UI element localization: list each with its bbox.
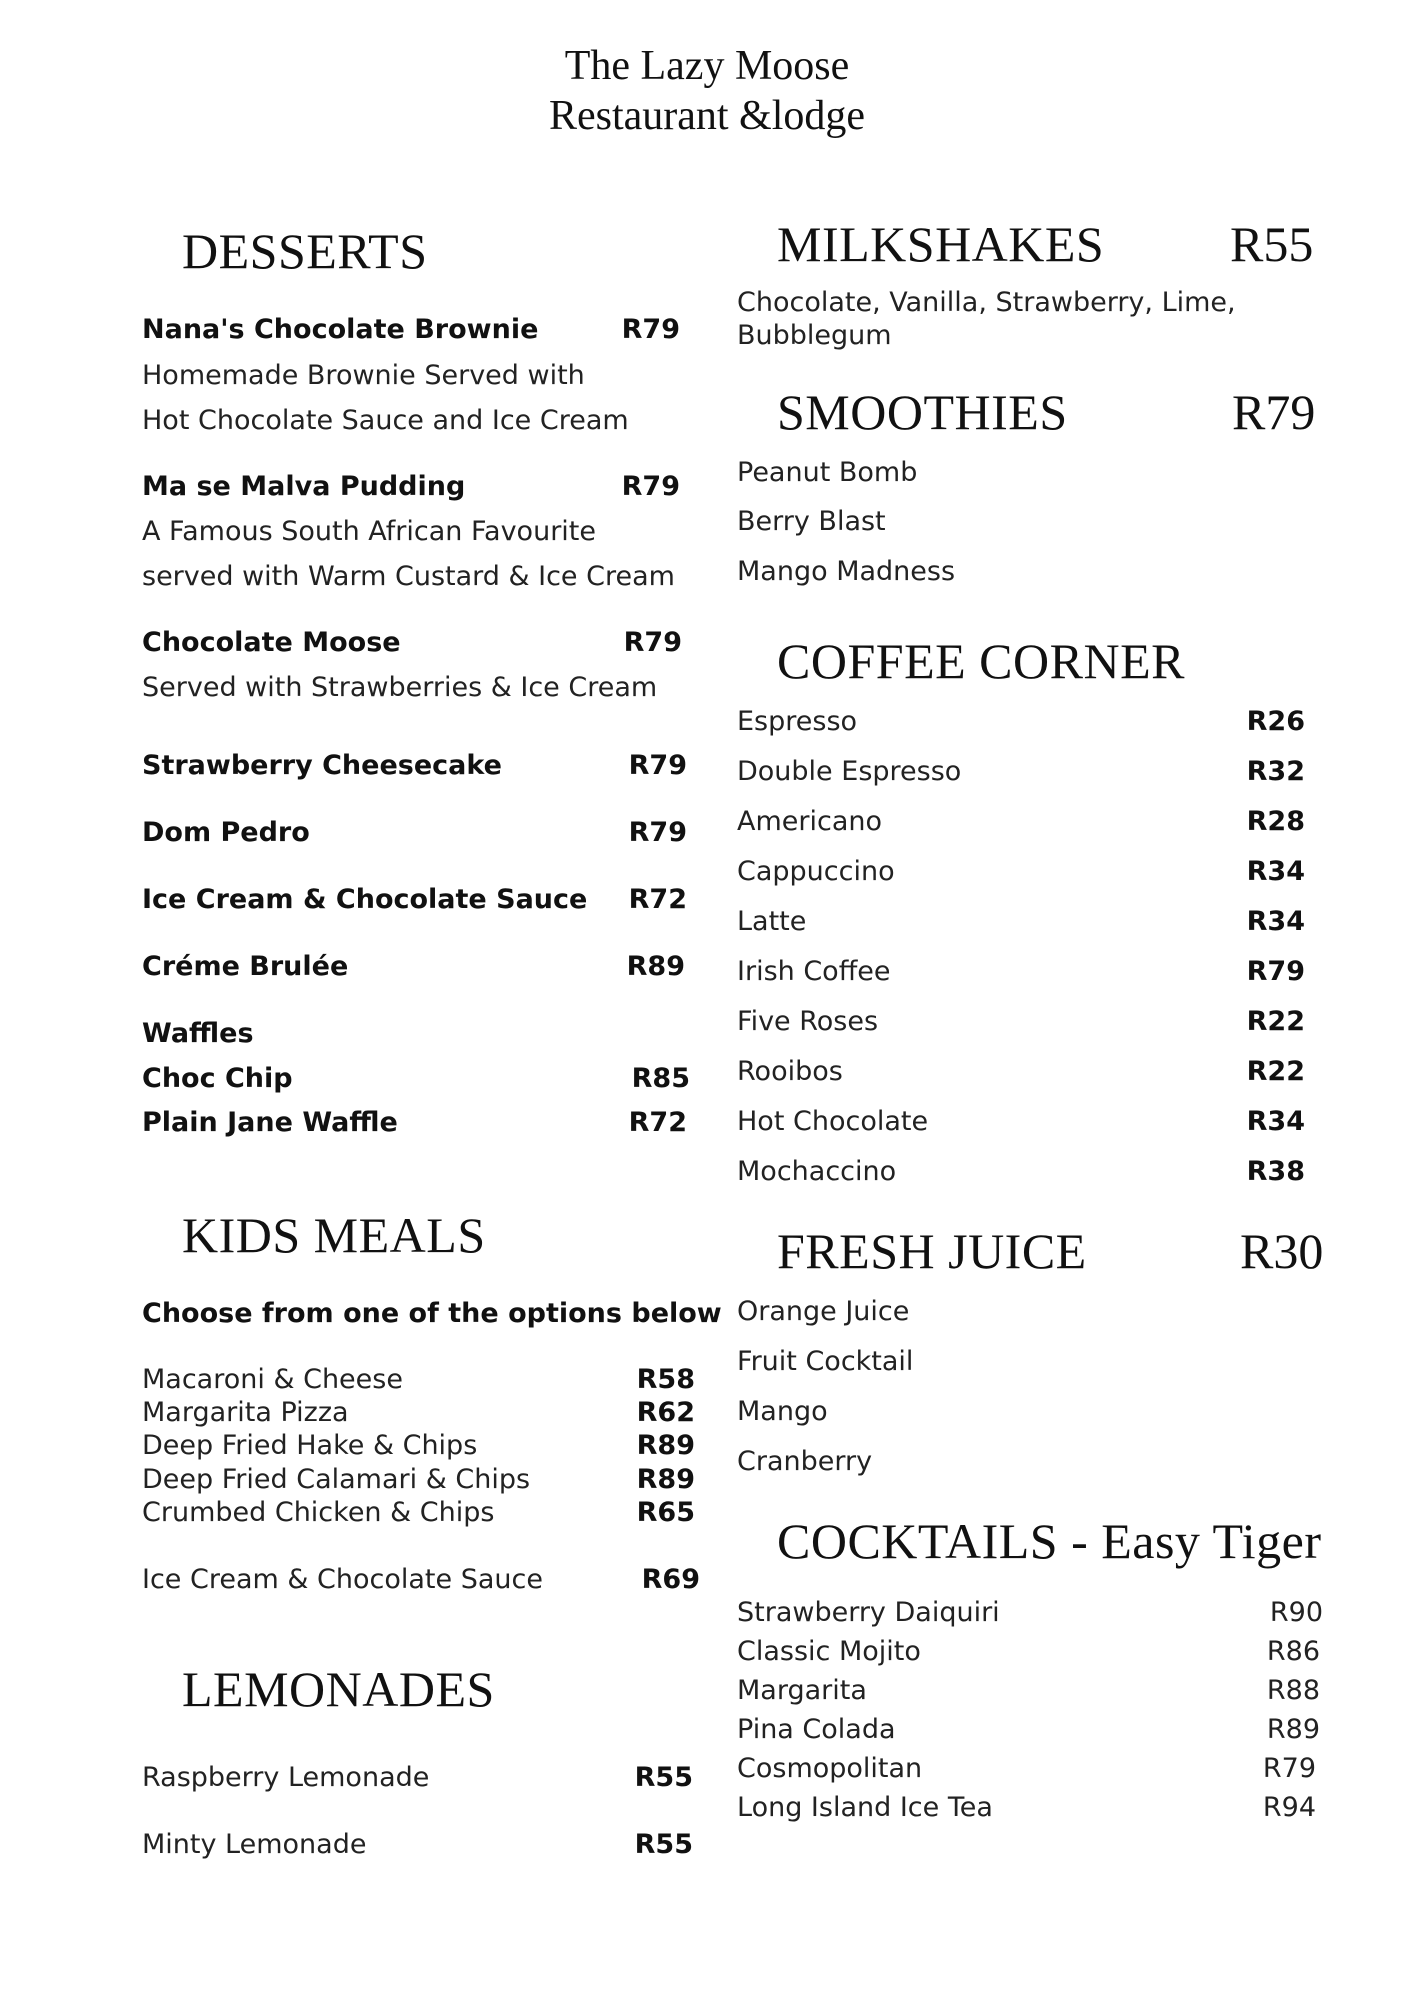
smoothie-name: Mango Madness (737, 556, 956, 587)
dessert-description: A Famous South African Favourite (142, 516, 596, 547)
dessert-price: R79 (623, 627, 682, 658)
dessert-name: Ice Cream & Chocolate Sauce (142, 884, 588, 915)
cocktail-price: R79 (1262, 1753, 1316, 1784)
coffee-item-price: R32 (1246, 756, 1305, 787)
juice-name: Fruit Cocktail (737, 1346, 914, 1377)
coffee-item-name: Irish Coffee (737, 956, 891, 987)
fresh-juice-price: R30 (1240, 1223, 1324, 1279)
waffle-price: R85 (631, 1063, 690, 1094)
cocktail-price: R90 (1269, 1597, 1323, 1628)
coffee-item-name: Cappuccino (737, 856, 895, 887)
waffle-price: R72 (628, 1107, 687, 1138)
kids-item-price: R58 (636, 1364, 695, 1395)
coffee-item-name: Americano (737, 806, 883, 837)
coffee-item-name: Espresso (737, 706, 858, 737)
coffee-item-price: R26 (1246, 706, 1305, 737)
cocktail-name: Pina Colada (737, 1714, 896, 1745)
milkshakes-price: R55 (1230, 216, 1314, 272)
dessert-name: Dom Pedro (142, 817, 310, 848)
milkshake-flavours: Chocolate, Vanilla, Strawberry, Lime, (737, 287, 1236, 318)
lemonade-name: Raspberry Lemonade (142, 1762, 430, 1793)
coffee-corner-heading: COFFEE CORNER (777, 633, 1185, 689)
coffee-item-price: R22 (1246, 1056, 1305, 1087)
dessert-description: Hot Chocolate Sauce and Ice Cream (142, 405, 629, 436)
dessert-description: Served with Strawberries & Ice Cream (142, 672, 658, 703)
kids-item-name: Deep Fried Calamari & Chips (142, 1464, 531, 1495)
dessert-name: Créme Brulée (142, 951, 349, 982)
cocktail-name: Cosmopolitan (737, 1753, 923, 1784)
smoothies-price: R79 (1232, 384, 1316, 440)
kids-item-price: R89 (636, 1464, 695, 1495)
coffee-item-name: Double Espresso (737, 756, 962, 787)
juice-name: Mango (737, 1396, 828, 1427)
coffee-item-price: R79 (1246, 956, 1305, 987)
restaurant-name: The Lazy Moose (564, 43, 850, 89)
lemonade-name: Minty Lemonade (142, 1829, 367, 1860)
lemonades-heading: LEMONADES (182, 1661, 495, 1717)
cocktail-price: R88 (1266, 1675, 1320, 1706)
coffee-item-price: R34 (1246, 856, 1305, 887)
coffee-item-price: R34 (1246, 1106, 1305, 1137)
coffee-item-name: Hot Chocolate (737, 1106, 929, 1137)
lemonade-price: R55 (634, 1829, 693, 1860)
dessert-price: R79 (628, 817, 687, 848)
milkshakes-heading: MILKSHAKES (777, 216, 1105, 272)
dessert-name: Ma se Malva Pudding (142, 471, 466, 502)
cocktail-name: Classic Mojito (737, 1636, 921, 1667)
waffle-name: Plain Jane Waffle (142, 1107, 398, 1138)
coffee-item-name: Rooibos (737, 1056, 843, 1087)
kids-item-price: R89 (636, 1430, 695, 1461)
smoothies-heading: SMOOTHIES (777, 384, 1068, 440)
kids-item-name: Margarita Pizza (142, 1397, 349, 1428)
cocktail-price: R94 (1262, 1792, 1316, 1823)
smoothie-name: Peanut Bomb (737, 457, 918, 488)
dessert-name: Chocolate Moose (142, 627, 401, 658)
restaurant-subtitle: Restaurant &lodge (548, 93, 866, 139)
kids-item-price: R62 (636, 1397, 695, 1428)
coffee-item-name: Mochaccino (737, 1156, 897, 1187)
cocktail-name: Strawberry Daiquiri (737, 1597, 1000, 1628)
dessert-description: served with Warm Custard & Ice Cream (142, 561, 675, 592)
desserts-heading: DESSERTS (182, 223, 428, 279)
cocktail-name: Margarita (737, 1675, 867, 1706)
dessert-price: R79 (621, 314, 680, 345)
dessert-price: R89 (626, 951, 685, 982)
juice-name: Cranberry (737, 1446, 873, 1477)
coffee-item-price: R22 (1246, 1006, 1305, 1037)
cocktail-price: R89 (1266, 1714, 1320, 1745)
milkshake-flavours: Bubblegum (737, 320, 892, 351)
dessert-price: R79 (621, 471, 680, 502)
coffee-item-name: Latte (737, 906, 807, 937)
coffee-item-price: R38 (1246, 1156, 1305, 1187)
kids-extra-price: R69 (641, 1564, 700, 1595)
dessert-description: Homemade Brownie Served with (142, 360, 585, 391)
smoothie-name: Berry Blast (737, 506, 886, 537)
dessert-name: Strawberry Cheesecake (142, 750, 502, 781)
lemonade-price: R55 (634, 1762, 693, 1793)
kids-item-price: R65 (636, 1497, 695, 1528)
dessert-price: R79 (628, 750, 687, 781)
coffee-item-price: R28 (1246, 806, 1305, 837)
kids-extra-name: Ice Cream & Chocolate Sauce (142, 1564, 543, 1595)
coffee-item-price: R34 (1246, 906, 1305, 937)
cocktail-name: Long Island Ice Tea (737, 1792, 993, 1823)
kids-item-name: Crumbed Chicken & Chips (142, 1497, 495, 1528)
juice-name: Orange Juice (737, 1296, 910, 1327)
dessert-price: R72 (628, 884, 687, 915)
waffles-subheading: Waffles (142, 1018, 254, 1049)
coffee-item-name: Five Roses (737, 1006, 879, 1037)
dessert-name: Nana's Chocolate Brownie (142, 314, 539, 345)
waffle-name: Choc Chip (142, 1063, 293, 1094)
kids-item-name: Deep Fried Hake & Chips (142, 1430, 478, 1461)
kids-meals-heading: KIDS MEALS (182, 1207, 486, 1263)
kids-item-name: Macaroni & Cheese (142, 1364, 403, 1395)
kids-intro: Choose from one of the options below (142, 1298, 722, 1329)
cocktail-price: R86 (1266, 1636, 1320, 1667)
fresh-juice-heading: FRESH JUICE (777, 1223, 1087, 1279)
cocktails-heading: COCKTAILS - Easy Tiger (777, 1513, 1322, 1569)
